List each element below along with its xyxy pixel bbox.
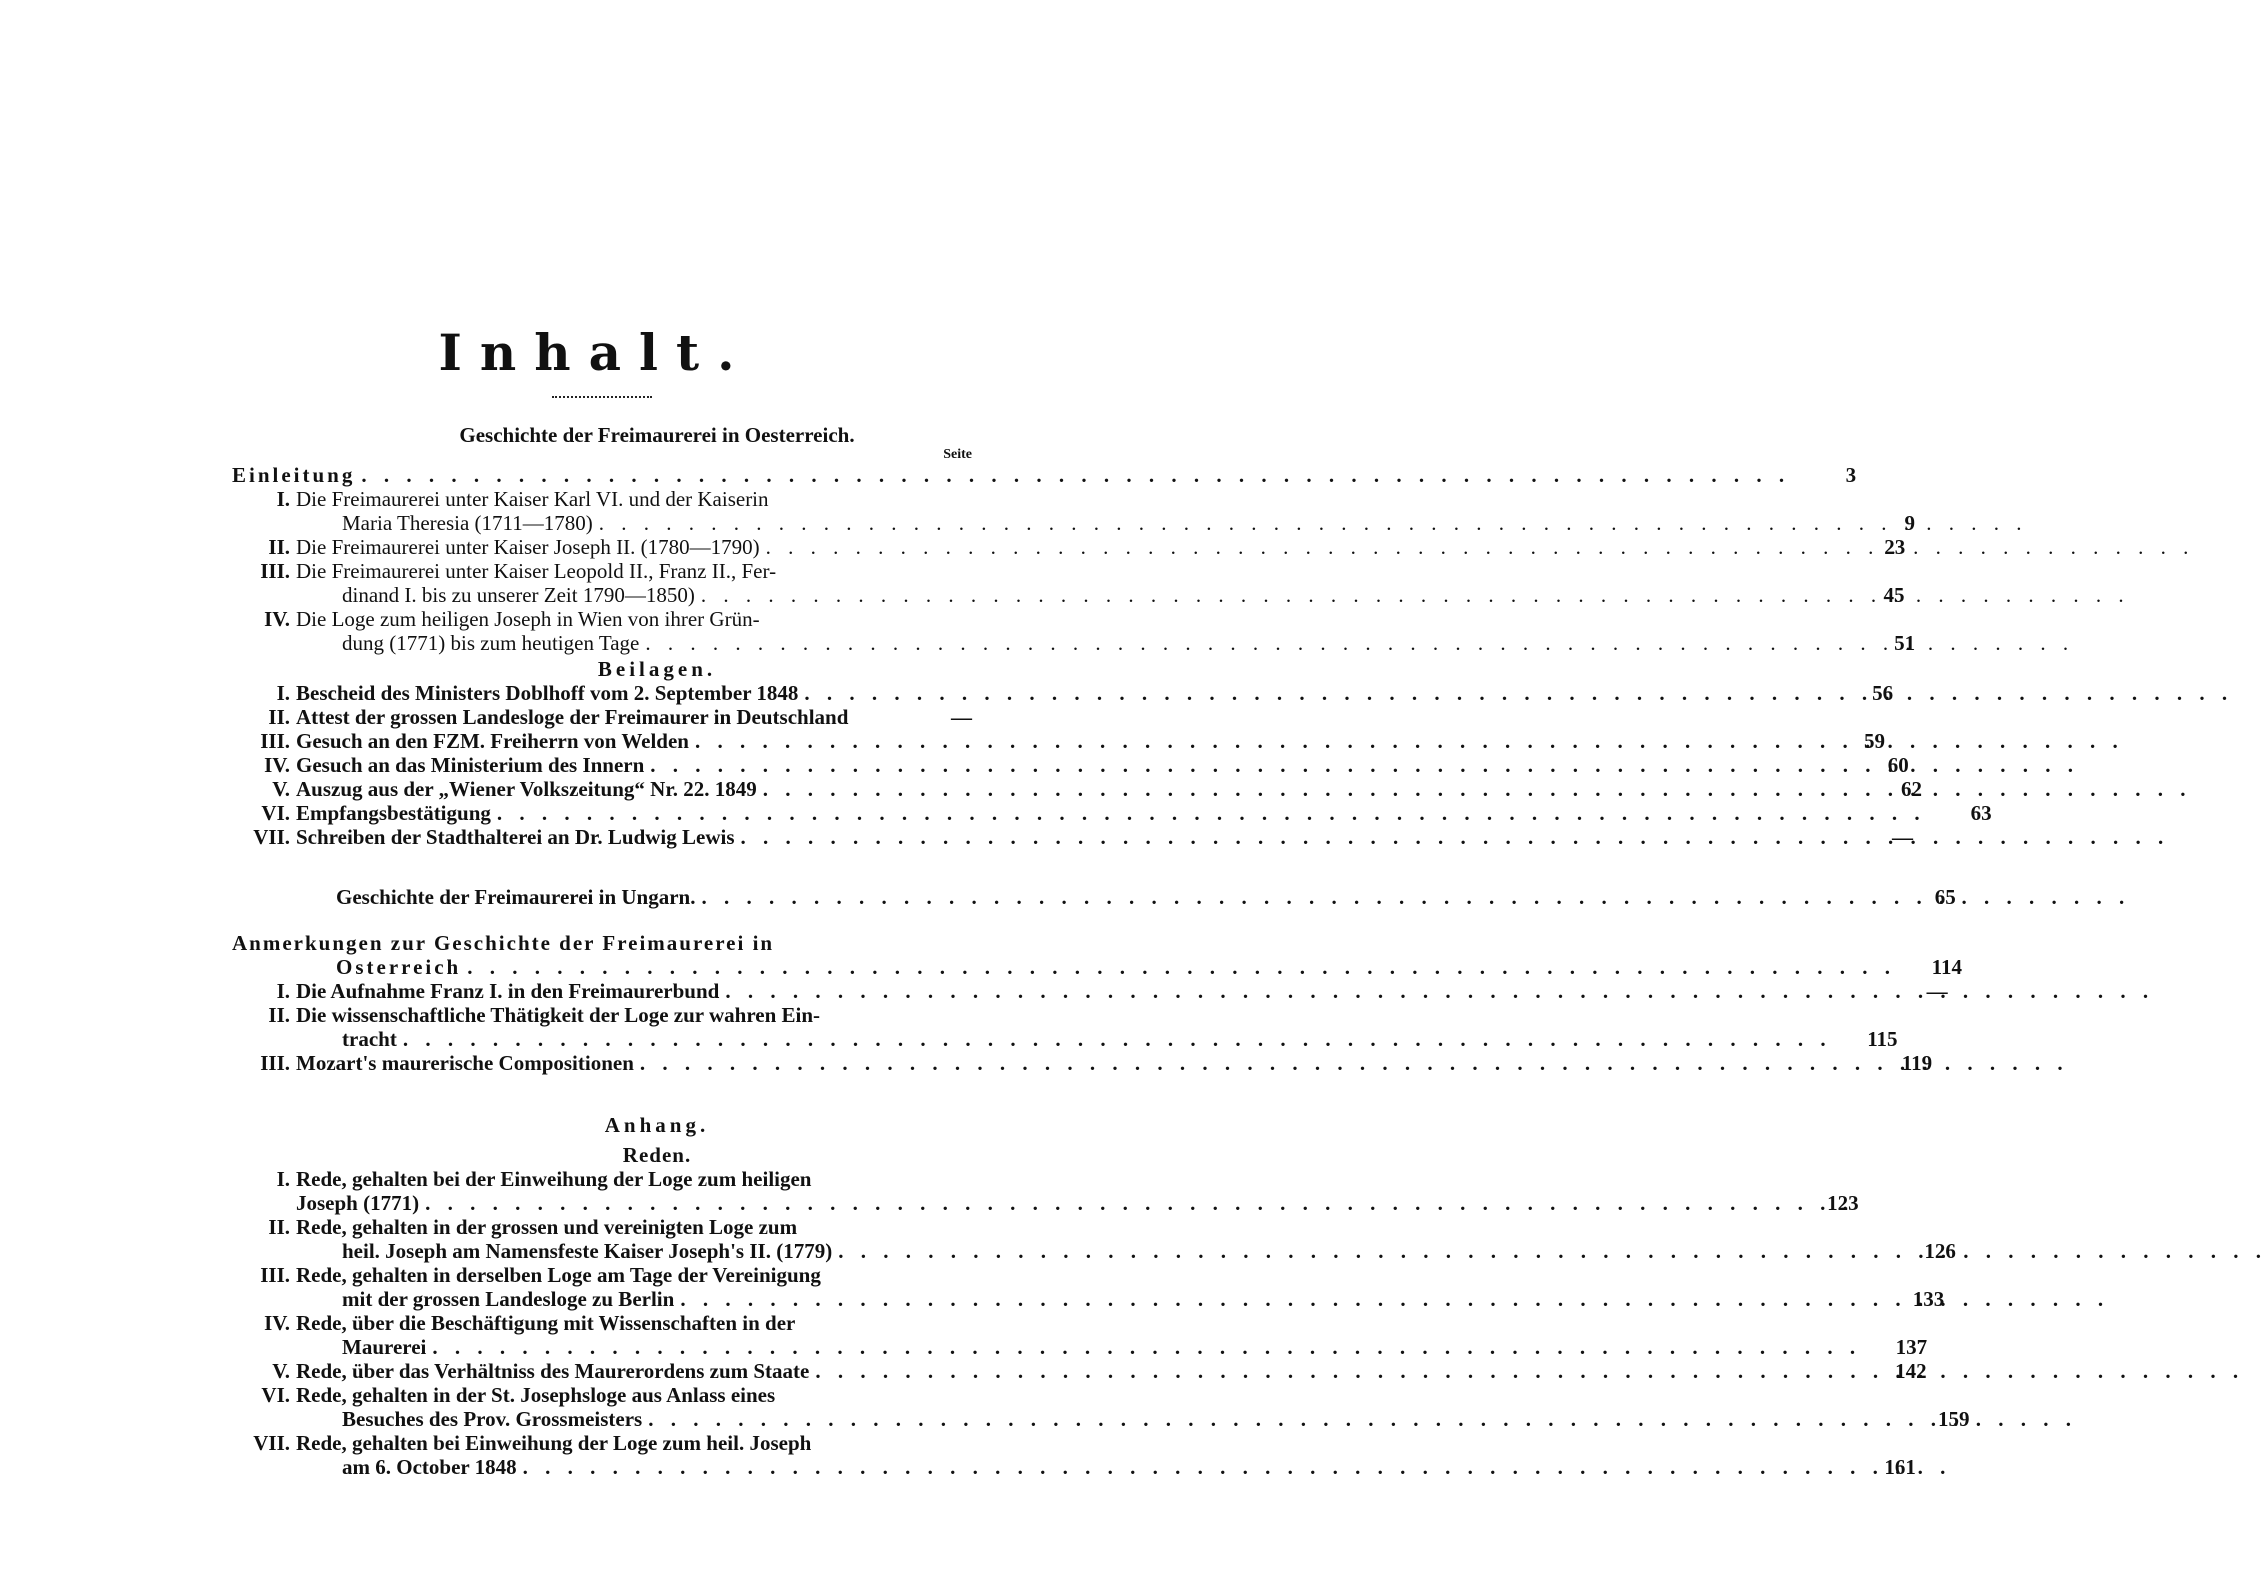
- toc-entry: [232, 1383, 972, 1407]
- page-number: 45: [1883, 583, 1905, 607]
- entry-line: Mozart's maurerische Compositionen: [296, 1051, 634, 1075]
- toc-entry: [232, 487, 972, 511]
- page-number: 115: [1867, 1027, 1898, 1051]
- toc-entry-anmerkungen: [232, 931, 972, 955]
- toc-entry: [232, 1263, 972, 1287]
- leader-dots: [838, 1239, 2267, 1263]
- entry-line: Die Aufnahme Franz I. in den Freimaurerbund: [296, 979, 720, 1003]
- entry-number: V.: [272, 1359, 290, 1383]
- entry-line: Auszug aus der „Wiener Volkszeitung“ Nr. 22. 1849: [296, 777, 757, 801]
- page-number: 161: [1884, 1455, 1916, 1479]
- toc-entry-continued: [232, 1455, 1916, 1479]
- toc-entry-ungarn: [232, 885, 1956, 909]
- entry-number: VI.: [261, 1383, 290, 1407]
- leader-dots: [425, 1191, 1854, 1215]
- entry-line: dinand I. bis zu unserer Zeit 1790—1850): [342, 583, 695, 607]
- page-number: 63: [1970, 801, 1992, 825]
- page-number: 23: [1884, 535, 1906, 559]
- section-heading-oesterreich: Geschichte der Freimaurerei in Oesterreich.: [459, 423, 855, 447]
- entry-number: II.: [268, 705, 290, 729]
- entry-line: Rede, gehalten in der grossen und vereinigten Loge zum: [296, 1215, 798, 1239]
- leader-dots: [741, 825, 2170, 849]
- toc-entry: [232, 1311, 972, 1335]
- entry-line: Attest der grossen Landesloge der Freimaurer in Deutschland: [296, 705, 849, 729]
- leader-dots: [599, 511, 2028, 535]
- entry-line: Joseph (1771): [296, 1191, 420, 1215]
- page-number: 119: [1901, 1051, 1933, 1075]
- entry-line: Besuches des Prov. Grossmeisters: [342, 1407, 643, 1431]
- table-of-contents: [232, 423, 1992, 1479]
- toc-entry-continued: [232, 1335, 1928, 1359]
- toc-entry-continued: [232, 1191, 1859, 1215]
- entry-line: Schreiben der Stadthalterei an Dr. Ludwig Lewis: [296, 825, 735, 849]
- page-number: 133: [1912, 1287, 1945, 1311]
- entry-line: Maria Theresia (1711—1780): [342, 511, 593, 535]
- toc-entry: [232, 607, 972, 631]
- leader-dots: [815, 1359, 2244, 1383]
- beilagen-heading: Beilagen.: [597, 657, 717, 681]
- page-number: 9: [1904, 511, 1916, 535]
- leader-dots: [648, 1407, 2077, 1431]
- page-number: —: [1892, 825, 1914, 849]
- toc-entry: [232, 559, 972, 583]
- leader-dots: [766, 535, 2195, 559]
- entry-number: V.: [272, 777, 290, 801]
- entry-line: Maurerei: [342, 1335, 427, 1359]
- leader-dots: [432, 1335, 1861, 1359]
- entry-line: Empfangsbestätigung: [296, 801, 491, 825]
- toc-entry: [232, 753, 1909, 777]
- entry-number: IV.: [264, 1311, 290, 1335]
- seite-label: Seite: [943, 447, 972, 462]
- toc-entry: [232, 979, 1948, 1003]
- entry-label: Einleitung: [232, 463, 356, 487]
- toc-entry-continued: [232, 631, 1916, 655]
- toc-entry-continued: [232, 1027, 1898, 1051]
- page-number: 56: [1872, 681, 1894, 705]
- toc-entry-continued: [232, 511, 1916, 535]
- toc-entry-continued: [232, 1239, 1956, 1263]
- page-number: 142: [1895, 1359, 1927, 1383]
- page-number: 59: [1863, 729, 1885, 753]
- entry-number: II.: [268, 1215, 290, 1239]
- entry-line: Osterreich: [336, 955, 462, 979]
- leader-dots: [361, 463, 1790, 487]
- entry-number: III.: [260, 559, 290, 583]
- reden-heading: Reden.: [622, 1143, 692, 1167]
- entry-line: Rede, über das Verhältniss des Maurerordens zum Staate: [296, 1359, 810, 1383]
- entry-number: VII.: [253, 1431, 290, 1455]
- page-number: 159: [1938, 1407, 1970, 1431]
- entry-number: I.: [276, 979, 290, 1003]
- leader-dots: [497, 801, 1926, 825]
- page-number: 123: [1827, 1191, 1859, 1215]
- leader-dots: [523, 1455, 1952, 1479]
- entry-number: II.: [268, 535, 290, 559]
- page-number: 65: [1934, 885, 1956, 909]
- toc-entry: [232, 535, 1906, 559]
- entry-line: mit der grossen Landesloge zu Berlin: [342, 1287, 675, 1311]
- leader-dots: [640, 1051, 2069, 1075]
- leader-dots: [804, 681, 2233, 705]
- toc-entry: [232, 825, 1914, 849]
- ornamental-rule: [552, 396, 652, 401]
- entry-number: I.: [276, 487, 290, 511]
- toc-entry: [232, 1003, 972, 1027]
- entry-line: Die Freimaurerei unter Kaiser Karl VI. und der Kaiserin: [296, 487, 769, 511]
- entry-number: II.: [268, 1003, 290, 1027]
- entry-number: IV.: [264, 753, 290, 777]
- entry-line: Gesuch an den FZM. Freiherrn von Welden: [296, 729, 689, 753]
- entry-line: dung (1771) bis zum heutigen Tage: [342, 631, 640, 655]
- toc-entry-continued: [232, 583, 1905, 607]
- page-number: 51: [1894, 631, 1916, 655]
- entry-number: III.: [260, 1051, 290, 1075]
- toc-entry: [232, 681, 1894, 705]
- entry-number: VI.: [261, 801, 290, 825]
- toc-entry: [232, 801, 1992, 825]
- leader-dots: [467, 955, 1896, 979]
- section-heading-ungarn: Geschichte der Freimaurerei in Ungarn.: [336, 885, 696, 909]
- entry-line: Rede, gehalten bei Einweihung der Loge zum heil. Joseph: [296, 1431, 812, 1455]
- entry-line: Rede, gehalten in der St. Josephsloge aus Anlass eines: [296, 1383, 776, 1407]
- entry-line: Rede, über die Beschäftigung mit Wissenschaften in der: [296, 1311, 796, 1335]
- toc-entry: [232, 1359, 1927, 1383]
- entry-number: VII.: [253, 825, 290, 849]
- page-number: 126: [1924, 1239, 1956, 1263]
- toc-entry-continued: [232, 1287, 1945, 1311]
- entry-number: III.: [260, 1263, 290, 1287]
- entry-line: tracht: [342, 1027, 397, 1051]
- page-number: —: [951, 705, 972, 729]
- toc-entry: [232, 1215, 972, 1239]
- leader-dots: [763, 777, 2192, 801]
- entry-line: Rede, gehalten in derselben Loge am Tage der Vereinigung: [296, 1263, 821, 1287]
- entry-line: Die Freimaurerei unter Kaiser Joseph II. (1780—1790): [296, 535, 760, 559]
- toc-entry: [232, 1051, 1933, 1075]
- entry-line: Die wissenschaftliche Thätigkeit der Loge zur wahren Ein-: [296, 1003, 821, 1027]
- entry-number: I.: [276, 681, 290, 705]
- leader-dots: [701, 583, 2130, 607]
- page-number: —: [1926, 979, 1948, 1003]
- entry-line: Bescheid des Ministers Doblhoff vom 2. September 1848: [296, 681, 799, 705]
- page-number: 60: [1887, 753, 1909, 777]
- entry-line: Die Freimaurerei unter Kaiser Leopold II., Franz II., Fer-: [296, 559, 777, 583]
- entry-line: am 6. October 1848: [342, 1455, 517, 1479]
- toc-entry: [232, 1431, 972, 1455]
- toc-entry: [232, 777, 1922, 801]
- anhang-heading: Anhang.: [604, 1113, 710, 1137]
- toc-entry: [232, 729, 1885, 753]
- page-number: 3: [1845, 463, 1857, 487]
- page-number: 114: [1931, 955, 1962, 979]
- entry-number: IV.: [264, 607, 290, 631]
- toc-entry: [232, 705, 972, 729]
- toc-entry: [232, 1167, 972, 1191]
- entry-number: III.: [260, 729, 290, 753]
- page-number: 137: [1895, 1335, 1928, 1359]
- page-title: Inhalt.: [438, 323, 753, 382]
- entry-number: I.: [276, 1167, 290, 1191]
- entry-line: Anmerkungen zur Geschichte der Freimaurerei in: [232, 931, 775, 955]
- page-number: 62: [1901, 777, 1922, 801]
- entry-line: Die Loge zum heiligen Joseph in Wien von ihrer Grün-: [296, 607, 760, 631]
- leader-dots: [403, 1027, 1832, 1051]
- toc-entry-continued: [232, 1407, 1970, 1431]
- leader-dots: [695, 729, 2124, 753]
- entry-line: heil. Joseph am Namensfeste Kaiser Joseph's II. (1779): [342, 1239, 833, 1263]
- entry-line: Rede, gehalten bei der Einweihung der Loge zum heiligen: [296, 1167, 812, 1191]
- entry-line: Gesuch an das Ministerium des Innern: [296, 753, 645, 777]
- toc-entry-continued: [232, 955, 1962, 979]
- toc-entry-einleitung: [232, 463, 1857, 487]
